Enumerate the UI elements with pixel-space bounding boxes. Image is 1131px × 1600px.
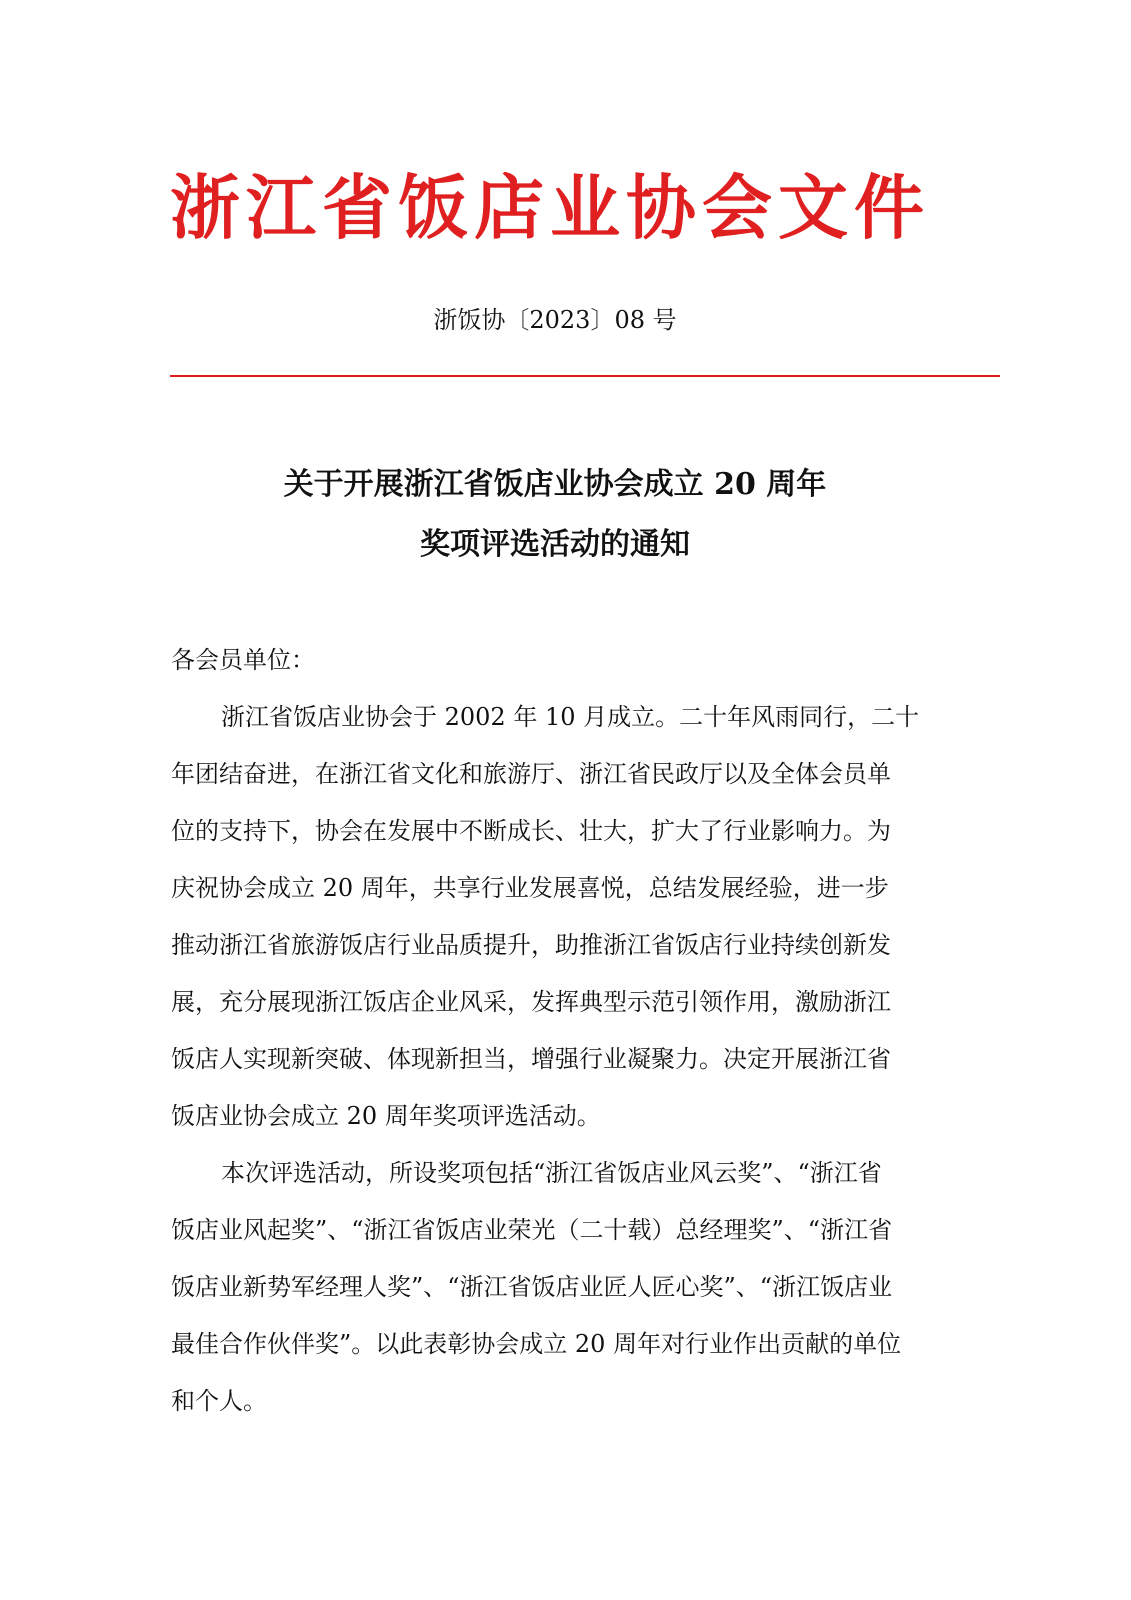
paragraph-1-line: 浙江省饭店业协会于 2002 年 10 月成立。二十年风雨同行，二十 (221, 703, 920, 731)
paragraph-2-line: 最佳合作伙伴奖”。以此表彰协会成立 20 周年对行业作出贡献的单位 (171, 1330, 902, 1358)
notice-title (170, 455, 940, 575)
paragraph-1-line: 位的支持下，协会在发展中不断成长、壮大，扩大了行业影响力。为 (171, 817, 891, 845)
paragraph-1-line: 推动浙江省旅游饭店行业品质提升，助推浙江省饭店行业持续创新发 (171, 931, 891, 959)
header-divider (170, 375, 1000, 377)
paragraph-2-line: 饭店业新势军经理人奖”、“浙江省饭店业匠人匠心奖”、“浙江饭店业 (171, 1273, 893, 1301)
paragraph-1-line: 年团结奋进，在浙江省文化和旅游厅、浙江省民政厅以及全体会员单 (171, 760, 891, 788)
document-number: 浙饭协〔2023〕08 号 (433, 306, 677, 334)
salutation: 各会员单位： (171, 646, 315, 674)
paragraph-2-line: 饭店业风起奖”、“浙江省饭店业荣光（二十载）总经理奖”、“浙江省 (171, 1216, 893, 1244)
document-header-title: 浙江省饭店业协会文件 (170, 166, 930, 249)
paragraph-2-line: 本次评选活动，所设奖项包括“浙江省饭店业风云奖”、“浙江省 (221, 1159, 882, 1187)
paragraph-1-line: 饭店业协会成立 20 周年奖项评选活动。 (171, 1102, 601, 1130)
paragraph-1-line: 庆祝协会成立 20 周年，共享行业发展喜悦，总结发展经验，进一步 (171, 874, 889, 902)
paragraph-2-line: 和个人。 (171, 1387, 267, 1415)
paragraph-1-line: 饭店人实现新突破、体现新担当，增强行业凝聚力。决定开展浙江省 (171, 1045, 891, 1073)
notice-title-line-2: 奖项评选活动的通知 (420, 527, 690, 562)
notice-body (171, 632, 971, 1430)
notice-title-line-1: 关于开展浙江省饭店业协会成立 20 周年 (283, 467, 827, 502)
paragraph-1-line: 展，充分展现浙江饭店企业风采，发挥典型示范引领作用，激励浙江 (171, 988, 891, 1016)
